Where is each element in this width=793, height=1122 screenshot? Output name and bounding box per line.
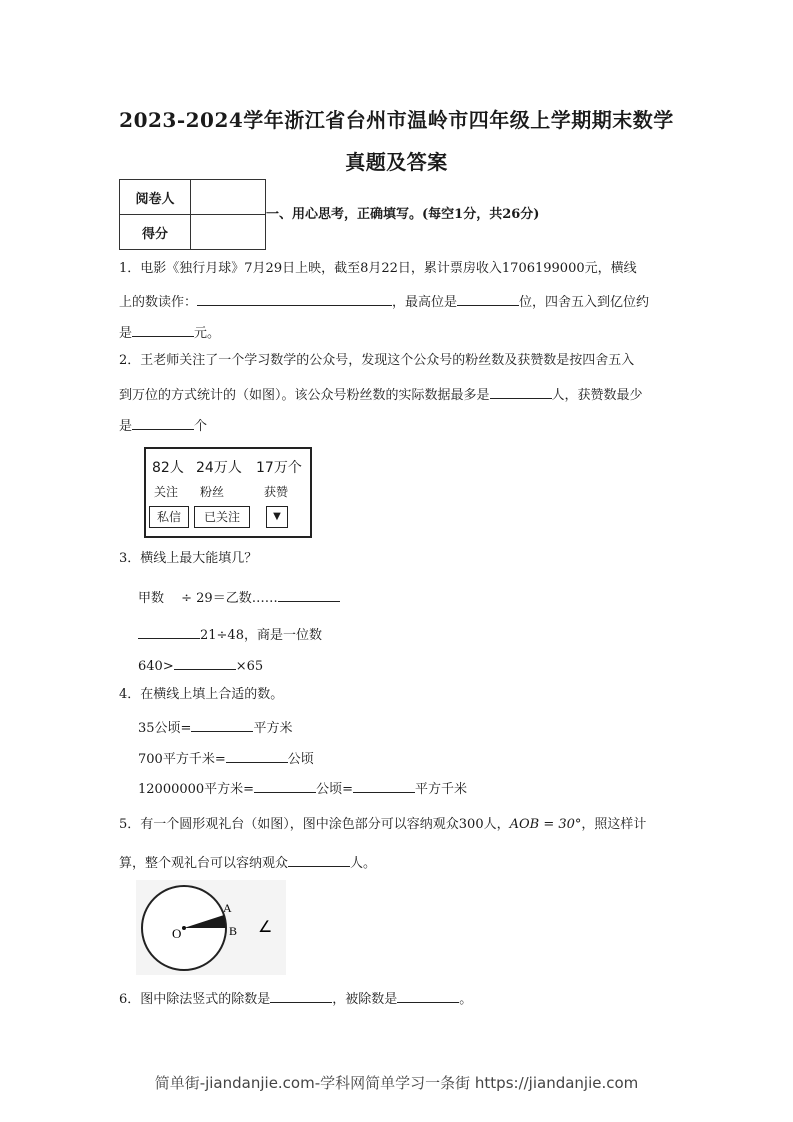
label-b: B — [229, 924, 238, 938]
q1-text-b: ，最高位是 — [392, 295, 458, 310]
label-o: O — [172, 926, 182, 941]
q4-text-f: 公顷= — [316, 782, 353, 797]
stat-followers: 24万人 — [196, 460, 242, 476]
q2-text-b: 人，获赞数最少 — [551, 388, 643, 403]
q3-line1 — [138, 589, 340, 605]
q2-text-d: 个 — [194, 419, 208, 434]
q4-line3 — [138, 780, 467, 796]
q6-line1 — [119, 990, 472, 1006]
q6-answer-blank-divisor[interactable] — [270, 990, 332, 1003]
page-title-line1: 2023-2024学年浙江省台州市温岭市四年级上学期期末数学 — [119, 108, 674, 132]
q5-text-d: 人。 — [350, 856, 377, 871]
q5-text-a: 5．有一个圆形观礼台（如图），图中涂色部分可以容纳观众300人， — [119, 817, 510, 832]
q5-answer-blank-capacity[interactable] — [288, 854, 350, 867]
q4-text-a: 35公顷= — [138, 721, 192, 736]
q5-line1 — [119, 818, 646, 831]
q4-answer-blank-sqkm[interactable] — [353, 780, 415, 793]
q2-line1: 2．王老师关注了一个学习数学的公众号，发现这个公众号的粉丝数及获赞数是按四舍五入 — [119, 353, 635, 368]
label-following: 关注 — [154, 485, 179, 499]
q3-text-a: 甲数 ÷ 29＝乙数…… — [138, 591, 278, 606]
angle-symbol: ∠ — [258, 917, 273, 936]
q3-answer-blank-remainder[interactable] — [278, 589, 340, 602]
q1-text-a: 上的数读作： — [119, 295, 198, 310]
dropdown-button[interactable]: ▼ — [266, 506, 288, 528]
q4-answer-blank-sqm[interactable] — [191, 719, 253, 732]
q1-answer-blank-reading[interactable] — [197, 293, 392, 306]
followed-button[interactable]: 已关注 — [194, 506, 250, 528]
grader-table — [119, 179, 266, 250]
grader-label: 阅卷人 — [120, 180, 191, 215]
q1-text-c: 位，四舍五入到亿位约 — [519, 295, 650, 310]
section1-heading: 一、用心思考，正确填写。(每空1分，共26分) — [266, 207, 540, 222]
stat-following: 82人 — [152, 460, 184, 476]
center-point — [182, 926, 186, 930]
q4-text-c: 700平方千米= — [138, 752, 226, 767]
stat-likes: 17万个 — [256, 460, 302, 476]
q1-text-e: 元。 — [194, 326, 221, 341]
q3-line2 — [138, 626, 322, 642]
q3-answer-blank-factor[interactable] — [174, 657, 236, 670]
score-field[interactable] — [191, 215, 266, 250]
q2-text-a: 到万位的方式统计的（如图）。该公众号粉丝数的实际数据最多是 — [119, 388, 490, 403]
q2-line2 — [119, 386, 643, 402]
q6-text-b: ，被除数是 — [332, 992, 398, 1007]
q1-answer-blank-highest-place[interactable] — [457, 293, 519, 306]
q4-text-g: 平方千米 — [414, 782, 467, 797]
q5-angle-math: AOB = 30° — [509, 817, 582, 832]
circular-stand-figure — [136, 880, 286, 975]
q4-answer-blank-hectares-2[interactable] — [254, 780, 316, 793]
page-title-line2: 真题及答案 — [345, 150, 448, 174]
q4-line1 — [138, 719, 292, 735]
q2-answer-blank-followers[interactable] — [490, 386, 552, 399]
q3-text-b: 21÷48，商是一位数 — [200, 628, 322, 643]
q3-heading: 3．横线上最大能填几？ — [119, 551, 258, 566]
q4-answer-blank-hectares[interactable] — [226, 750, 288, 763]
label-a: A — [223, 901, 232, 915]
q5-text-b: ，照这样计 — [581, 817, 647, 832]
q1-line3 — [119, 324, 220, 340]
label-followers: 粉丝 — [200, 485, 225, 499]
q4-heading: 4．在横线上填上合适的数。 — [119, 687, 284, 702]
q6-text-c: 。 — [459, 992, 473, 1007]
grader-field[interactable] — [191, 180, 266, 215]
q3-text-c: 640> — [138, 659, 174, 674]
score-label: 得分 — [120, 215, 191, 250]
message-button[interactable]: 私信 — [149, 506, 189, 528]
q4-text-e: 12000000平方米= — [138, 782, 255, 797]
q1-text-d: 是 — [119, 326, 133, 341]
q2-text-c: 是 — [119, 419, 133, 434]
q1-line1: 1．电影《独行月球》7月29日上映，截至8月22日，累计票房收入1706199000元，横线 — [119, 261, 637, 276]
account-stats-figure — [144, 447, 312, 538]
q3-line3 — [138, 657, 263, 673]
q2-answer-blank-likes[interactable] — [132, 417, 194, 430]
q6-text-a: 6．图中除法竖式的除数是 — [119, 992, 271, 1007]
q5-line2 — [119, 854, 376, 870]
q1-line2 — [119, 293, 649, 309]
q4-text-d: 公顷 — [287, 752, 314, 767]
q1-answer-blank-rounded[interactable] — [132, 324, 194, 337]
footer-watermark: 简单街-jiandanjie.com-学科网简单学习一条街 https://jiandanjie.com — [154, 1074, 639, 1092]
q3-answer-blank-dividend-digit[interactable] — [138, 626, 200, 639]
q3-text-d: ×65 — [235, 659, 264, 674]
q5-text-c: 算，整个观礼台可以容纳观众 — [119, 856, 289, 871]
q4-line2 — [138, 750, 314, 766]
q2-line3 — [119, 417, 207, 433]
q4-text-b: 平方米 — [253, 721, 293, 736]
label-likes: 获赞 — [264, 485, 289, 499]
q6-answer-blank-dividend[interactable] — [397, 990, 459, 1003]
